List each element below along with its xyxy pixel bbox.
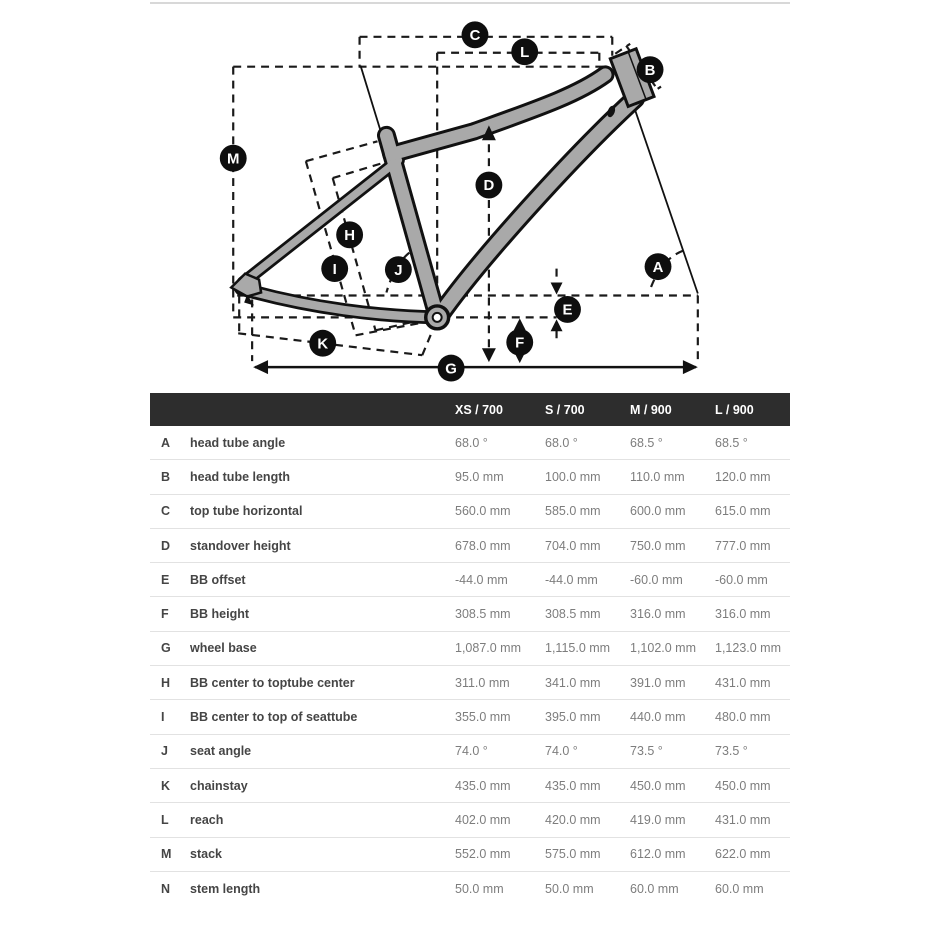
diagram-label-text-A: A [652, 258, 664, 276]
row-value-col1: 95.0 mm [455, 469, 504, 484]
row-value-col2: 341.0 mm [545, 675, 601, 690]
table-row-A [150, 426, 790, 460]
table-row-K [150, 769, 790, 803]
row-label: head tube angle [190, 435, 286, 450]
row-label: stem length [190, 882, 261, 896]
diagram-label-text-K: K [317, 335, 329, 353]
row-key: E [161, 572, 170, 587]
diagram-label-text-G: G [445, 360, 457, 378]
table-row-D [150, 529, 790, 563]
geometry-svg [150, 4, 790, 390]
geometry-table [150, 393, 790, 906]
row-value-col2: 585.0 mm [545, 504, 601, 519]
table-row-N [150, 872, 790, 906]
row-label: top tube horizontal [190, 504, 303, 519]
frame-geometry-diagram [150, 4, 790, 390]
row-value-col1: -44.0 mm [455, 572, 508, 587]
row-label: stack [190, 847, 222, 862]
row-key: L [161, 812, 169, 827]
row-value-col2: 308.5 mm [545, 607, 601, 622]
diagram-label-text-I: I [332, 260, 337, 278]
column-header-s: S / 700 [545, 402, 585, 417]
wheelbase-arrow-right [683, 360, 698, 374]
bb-offset-arrow-up [551, 319, 563, 331]
standover-arrow-down [482, 348, 496, 362]
diagram-label-text-L: L [520, 43, 530, 61]
row-value-col4: 1,123.0 mm [715, 641, 782, 656]
row-value-col1: 1,087.0 mm [455, 641, 522, 656]
row-value-col4: 73.5 ° [715, 744, 748, 759]
row-value-col1: 68.0 ° [455, 435, 488, 450]
row-value-col3: 73.5 ° [630, 744, 663, 759]
column-header-l: L / 900 [715, 402, 754, 417]
table-row-L [150, 803, 790, 837]
row-value-col1: 402.0 mm [455, 812, 511, 827]
row-value-col4: 431.0 mm [715, 812, 771, 827]
table-row-F [150, 597, 790, 631]
row-label: BB center to top of seattube [190, 710, 358, 725]
table-row-C [150, 495, 790, 529]
row-value-col1: 308.5 mm [455, 607, 511, 622]
table-row-B [150, 460, 790, 494]
bike-frame [231, 49, 654, 329]
row-label: BB offset [190, 572, 246, 587]
row-value-col3: 1,102.0 mm [630, 641, 697, 656]
table-row-J [150, 735, 790, 769]
row-value-col3: 60.0 mm [630, 882, 679, 896]
row-value-col1: 552.0 mm [455, 847, 511, 862]
row-value-col4: 316.0 mm [715, 607, 771, 622]
column-header-xs: XS / 700 [455, 402, 503, 417]
row-label: head tube length [190, 469, 290, 484]
diagram-label-text-C: C [469, 27, 481, 45]
table-row-I [150, 700, 790, 734]
row-key: F [161, 607, 169, 622]
row-label: BB center to toptube center [190, 675, 355, 690]
diagram-label-text-B: B [644, 61, 656, 79]
row-value-col2: 704.0 mm [545, 538, 601, 553]
row-value-col3: 612.0 mm [630, 847, 686, 862]
row-value-col3: 440.0 mm [630, 710, 686, 725]
row-value-col3: 450.0 mm [630, 778, 686, 793]
row-value-col2: -44.0 mm [545, 572, 598, 587]
row-label: chainstay [190, 778, 248, 793]
row-value-col4: 60.0 mm [715, 882, 764, 896]
row-value-col4: 622.0 mm [715, 847, 771, 862]
table-body [150, 426, 790, 906]
bb-offset-arrow-down [551, 283, 563, 295]
row-value-col3: 391.0 mm [630, 675, 686, 690]
column-header-m: M / 900 [630, 402, 672, 417]
row-value-col3: 68.5 ° [630, 435, 663, 450]
row-value-col1: 311.0 mm [455, 675, 510, 690]
row-value-col1: 355.0 mm [455, 710, 511, 725]
bb-height-arrow-up [514, 318, 526, 330]
row-value-col4: 615.0 mm [715, 504, 771, 519]
row-value-col3: 750.0 mm [630, 538, 686, 553]
row-value-col2: 420.0 mm [545, 812, 601, 827]
row-value-col4: 431.0 mm [715, 675, 771, 690]
row-key: J [161, 744, 168, 759]
table-row-E [150, 563, 790, 597]
row-value-col2: 50.0 mm [545, 882, 594, 896]
table-row-G [150, 632, 790, 666]
row-value-col1: 74.0 ° [455, 744, 488, 759]
diagram-label-text-H: H [344, 226, 356, 244]
row-value-col3: -60.0 mm [630, 572, 683, 587]
row-value-col4: -60.0 mm [715, 572, 768, 587]
row-value-col1: 560.0 mm [455, 504, 511, 519]
row-value-col4: 450.0 mm [715, 778, 771, 793]
row-value-col2: 575.0 mm [545, 847, 601, 862]
row-value-col1: 50.0 mm [455, 882, 504, 896]
row-key: I [161, 710, 165, 725]
row-value-col4: 68.5 ° [715, 435, 748, 450]
row-value-col2: 435.0 mm [545, 778, 601, 793]
row-value-col3: 110.0 mm [630, 469, 685, 484]
row-key: H [161, 675, 171, 690]
row-label: BB height [190, 607, 250, 622]
row-label: wheel base [190, 641, 257, 656]
table-row-H [150, 666, 790, 700]
row-value-col2: 395.0 mm [545, 710, 601, 725]
row-value-col4: 480.0 mm [715, 710, 771, 725]
row-value-col2: 100.0 mm [545, 469, 601, 484]
row-value-col3: 419.0 mm [630, 812, 686, 827]
row-key: G [161, 641, 171, 656]
diagram-label-text-M: M [227, 150, 240, 168]
row-key: B [161, 469, 171, 484]
seatstay [243, 160, 398, 282]
table-header-row [150, 393, 790, 426]
diagram-label-text-D: D [483, 177, 495, 195]
diagram-label-text-J: J [394, 261, 403, 279]
row-value-col3: 600.0 mm [630, 504, 686, 519]
row-value-col4: 777.0 mm [715, 538, 771, 553]
row-key: A [161, 435, 171, 450]
bottom-bracket-axle [433, 313, 442, 322]
row-label: reach [190, 812, 224, 827]
row-key: D [161, 538, 171, 553]
diagram-label-text-E: E [562, 301, 573, 319]
row-key: M [161, 847, 172, 862]
row-value-col3: 316.0 mm [630, 607, 686, 622]
row-key: C [161, 504, 171, 519]
wheelbase-arrow-left [253, 360, 268, 374]
row-label: seat angle [190, 744, 252, 759]
row-key: K [161, 778, 171, 793]
row-value-col4: 120.0 mm [715, 469, 771, 484]
row-value-col2: 68.0 ° [545, 435, 578, 450]
row-label: standover height [190, 538, 291, 553]
row-key: N [161, 882, 171, 896]
row-value-col1: 435.0 mm [455, 778, 511, 793]
row-value-col2: 74.0 ° [545, 744, 578, 759]
seattube [386, 135, 437, 316]
table-row-M [150, 838, 790, 872]
row-value-col2: 1,115.0 mm [545, 641, 611, 656]
diagram-label-text-F: F [515, 334, 525, 352]
row-value-col1: 678.0 mm [455, 538, 511, 553]
